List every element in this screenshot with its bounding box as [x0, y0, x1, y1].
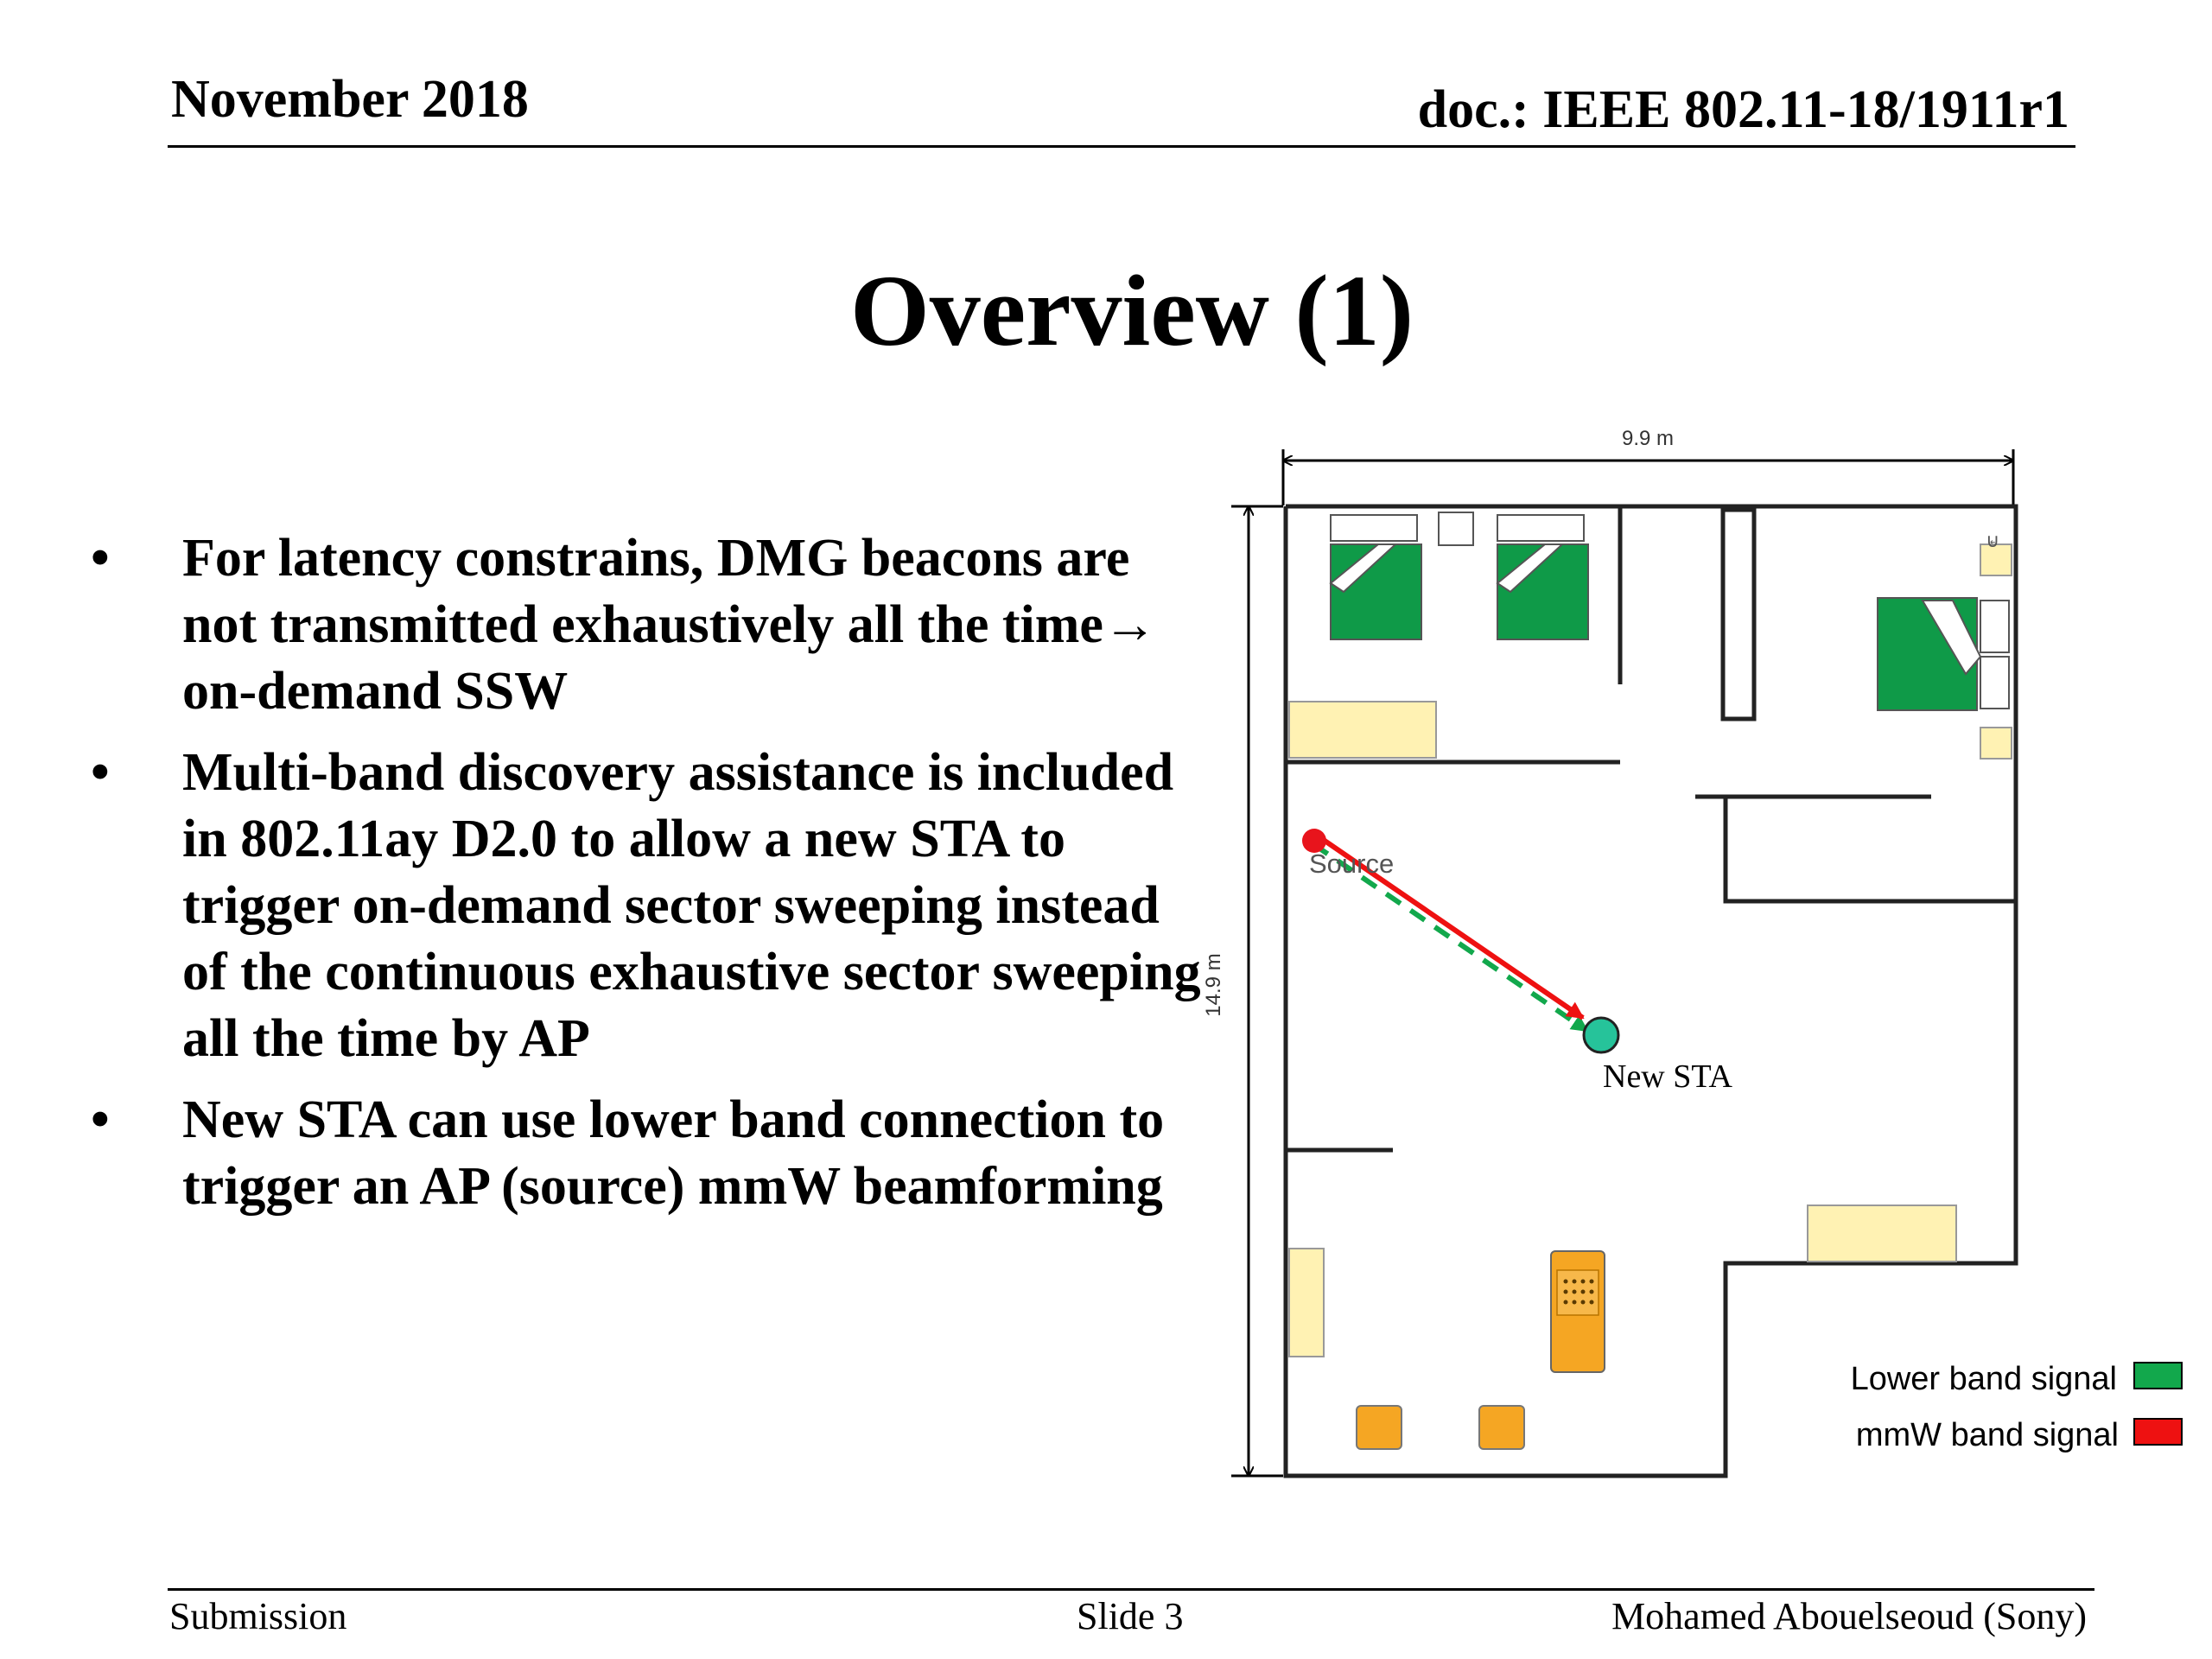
slide-title: Overview (1) — [850, 254, 1414, 367]
chair — [1357, 1406, 1402, 1449]
legend-lower-band-label: Lower band signal — [1850, 1361, 2117, 1397]
height-dimension — [1202, 506, 1283, 1476]
bullet-dot: • — [91, 743, 110, 802]
width-dimension — [1283, 427, 2013, 505]
table — [1808, 1205, 1956, 1262]
bullet-list — [91, 525, 1210, 1235]
nightstand — [1439, 512, 1473, 545]
footer-author: Mohamed Abouelseoud (Sony) — [1611, 1595, 2087, 1637]
legend — [1851, 1361, 2182, 1453]
new-sta-node — [1584, 1018, 1618, 1052]
height-label: 14.9 m — [1202, 953, 1225, 1017]
bed — [1497, 515, 1588, 639]
legend-mmw-band-label: mmW band signal — [1855, 1417, 2119, 1453]
bullet-text: Multi-band discovery assistance is included in 802.11ay D2.0 to allow a new STA to trigger on-demand sector sweeping instead of the continuous exhaustive sector sweeping all the time by AP — [182, 743, 1201, 1068]
bullet-dot: • — [91, 1090, 110, 1149]
footer-submission: Submission — [169, 1595, 347, 1637]
footer-slide-number: Slide 3 — [1077, 1595, 1184, 1637]
footer-rule — [168, 1588, 2094, 1591]
bullet-item — [91, 525, 1210, 725]
sofa — [1551, 1251, 1605, 1372]
chair — [1479, 1406, 1524, 1449]
bullet-item — [91, 1087, 1210, 1220]
bed — [1331, 515, 1421, 639]
desk — [1289, 702, 1436, 758]
bullet-dot: • — [91, 529, 110, 588]
cabinet — [1289, 1249, 1324, 1357]
bullet-text: For latency constrains, DMG beacons are not transmitted exhaustively all the time→ on-demand SSW — [182, 529, 1157, 721]
header-rule — [168, 145, 2075, 148]
bullet-item — [91, 740, 1210, 1072]
tv-icon: ⊌ — [1986, 530, 2000, 551]
bed — [1878, 598, 2009, 710]
bullet-text: New STA can use lower band connection to trigger an AP (source) mmW beamforming — [182, 1090, 1165, 1216]
source-label: Source — [1309, 849, 1395, 879]
header-doc-id: doc.: IEEE 802.11-18/1911r1 — [1417, 80, 2069, 139]
width-label: 9.9 m — [1621, 427, 1675, 450]
side-table — [1980, 728, 2012, 759]
header-date: November 2018 — [171, 70, 529, 129]
new-sta-label: New STA — [1603, 1058, 1732, 1095]
floor-plan-diagram — [1192, 423, 2203, 1495]
legend-lower-band-swatch — [2134, 1363, 2182, 1389]
legend-mmw-band-swatch — [2134, 1419, 2182, 1445]
